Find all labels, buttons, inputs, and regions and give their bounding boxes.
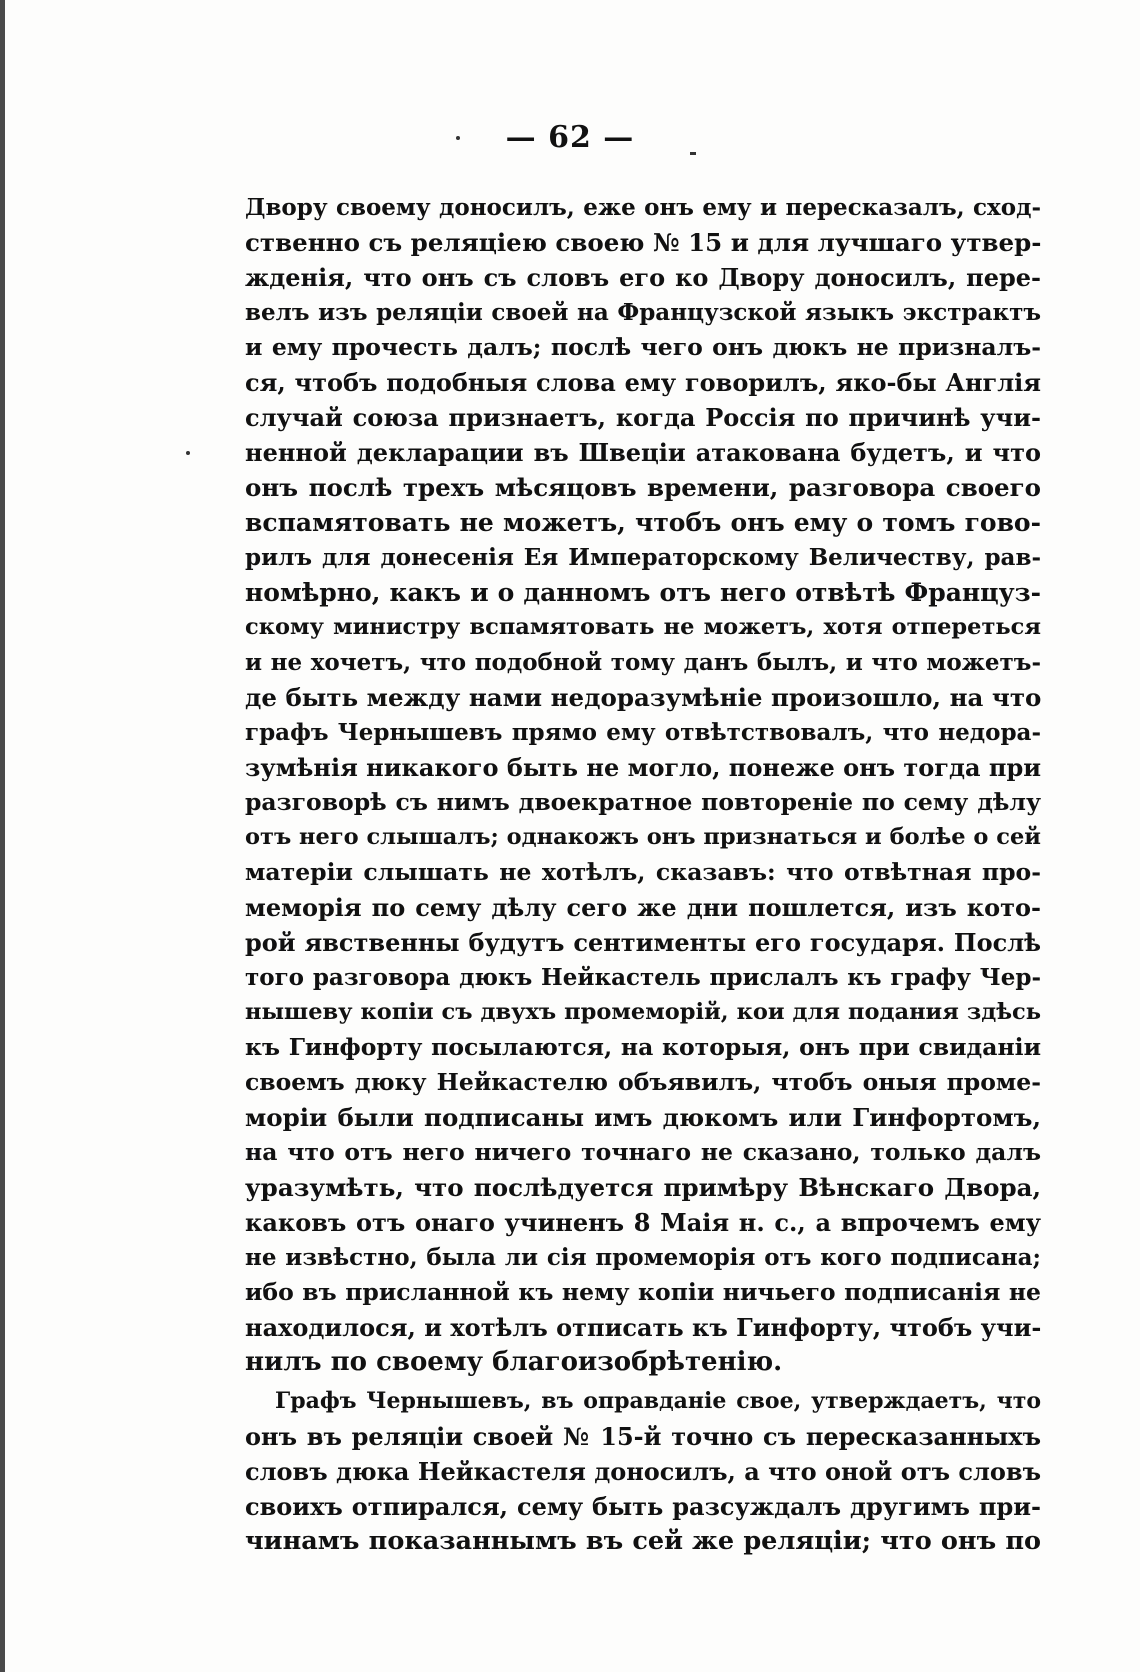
text-line: нилъ по своему благоизобрѣтенію. [245,1347,783,1377]
text-line: отъ него слышалъ; однакожъ онъ признаться и болѣе о сей [245,824,1041,850]
text-line: къ Гинфорту посылаются, на которыя, онъ при свиданіи [245,1033,1041,1061]
paragraph-2 [245,1384,1041,1559]
text-line: де быть между нами недоразумѣніе произошло, на что [245,683,1041,712]
text-line: случай союза признаетъ, когда Россія по причинѣ учи- [245,403,1041,432]
text-line: зумѣнія никакого быть не могло, понеже онъ тогда при [245,753,1041,782]
text-line: не извѣстно, была ли сія промеморія отъ кого подписана; [245,1244,1041,1271]
text-line: ся, чтобъ подобныя слова ему говорилъ, яко-бы Англія [245,368,1041,397]
text-line: ибо въ присланной къ нему копіи ничьего подписанія не [245,1278,1041,1306]
text-line: и ему прочесть далъ; послѣ чего онъ дюкъ не призналъ- [245,333,1041,361]
text-line: каковъ отъ онаго учиненъ 8 Маія н. с., а впрочемъ ему [245,1208,1041,1237]
body-text [245,190,1041,1559]
text-line: рой явственны будутъ сентименты его государя. Послѣ [245,928,1041,957]
text-line: своемъ дюку Нейкастелю объявилъ, чтобъ оныя проме- [245,1068,1041,1096]
text-line: Двору своему доносилъ, еже онъ ему и пересказалъ, сход- [245,194,1041,221]
text-line: разговорѣ съ нимъ двоекратное повтореніе по сему дѣлу [245,788,1041,816]
text-line: ненной декларации въ Швеціи атакована будетъ, и что [245,438,1041,467]
text-line: Графъ Чернышевъ, въ оправданіе свое, утверждаетъ, что [275,1388,1041,1414]
text-line: жденія, что онъ съ словъ его ко Двору доносилъ, пере- [245,263,1041,292]
text-line: меморія по сему дѣлу сего же дни пошлется, изъ кото- [245,893,1041,922]
text-line: моріи были подписаны имъ дюкомъ или Гинфортомъ, [245,1103,1041,1132]
text-line: ственно съ реляціею своею № 15 и для лучшаго утвер- [245,228,1041,257]
paragraph-1 [245,190,1041,1380]
text-line: скому министру вспамятовать не можетъ, хотя отпереться [245,614,1041,640]
text-line: онъ въ реляціи своей № 15-й точно съ пересказанныхъ [245,1422,1041,1451]
text-line: уразумѣть, что послѣдуется примѣру Вѣнскаго Двора, [245,1173,1041,1202]
text-line: своихъ отпирался, сему быть разсуждалъ другимъ при- [245,1492,1041,1521]
text-line: велъ изъ реляціи своей на Французской языкъ экстрактъ [245,299,1041,326]
text-line: рилъ для донесенія Ея Императорскому Величеству, рав- [245,544,1041,571]
text-line: онъ послѣ трехъ мѣсяцовъ времени, разговора своего [245,473,1041,502]
text-line: на что отъ него ничего точнаго не сказано, только далъ [245,1138,1041,1166]
text-line: и не хочетъ, что подобной тому данъ былъ, и что можетъ- [245,649,1041,676]
text-line: словъ дюка Нейкастеля доносилъ, а что оной отъ словъ [245,1457,1041,1486]
text-line: чинамъ показаннымъ въ сей же реляціи; что онъ по [245,1526,1041,1556]
text-line: вспамятовать не можетъ, чтобъ онъ ему о томъ гово- [245,508,1041,537]
text-line: того разговора дюкъ Нейкастель прислалъ къ графу Чер- [245,964,1041,991]
text-line: нышеву копіи съ двухъ промеморій, кои для подания здѣсь [245,999,1041,1025]
page-number: — 62 — [505,120,635,155]
text-line: графъ Чернышевъ прямо ему отвѣтствовалъ, что недора- [245,719,1041,746]
text-line: находилося, и хотѣлъ отписать къ Гинфорту, чтобъ учи- [245,1313,1041,1342]
text-line: матеріи слышать не хотѣлъ, сказавъ: что отвѣтная про- [245,858,1041,886]
print-speck [186,451,190,455]
page-binding-edge [0,0,5,1672]
text-line: номѣрно, какъ и о данномъ отъ него отвѣтѣ Француз- [245,578,1041,607]
